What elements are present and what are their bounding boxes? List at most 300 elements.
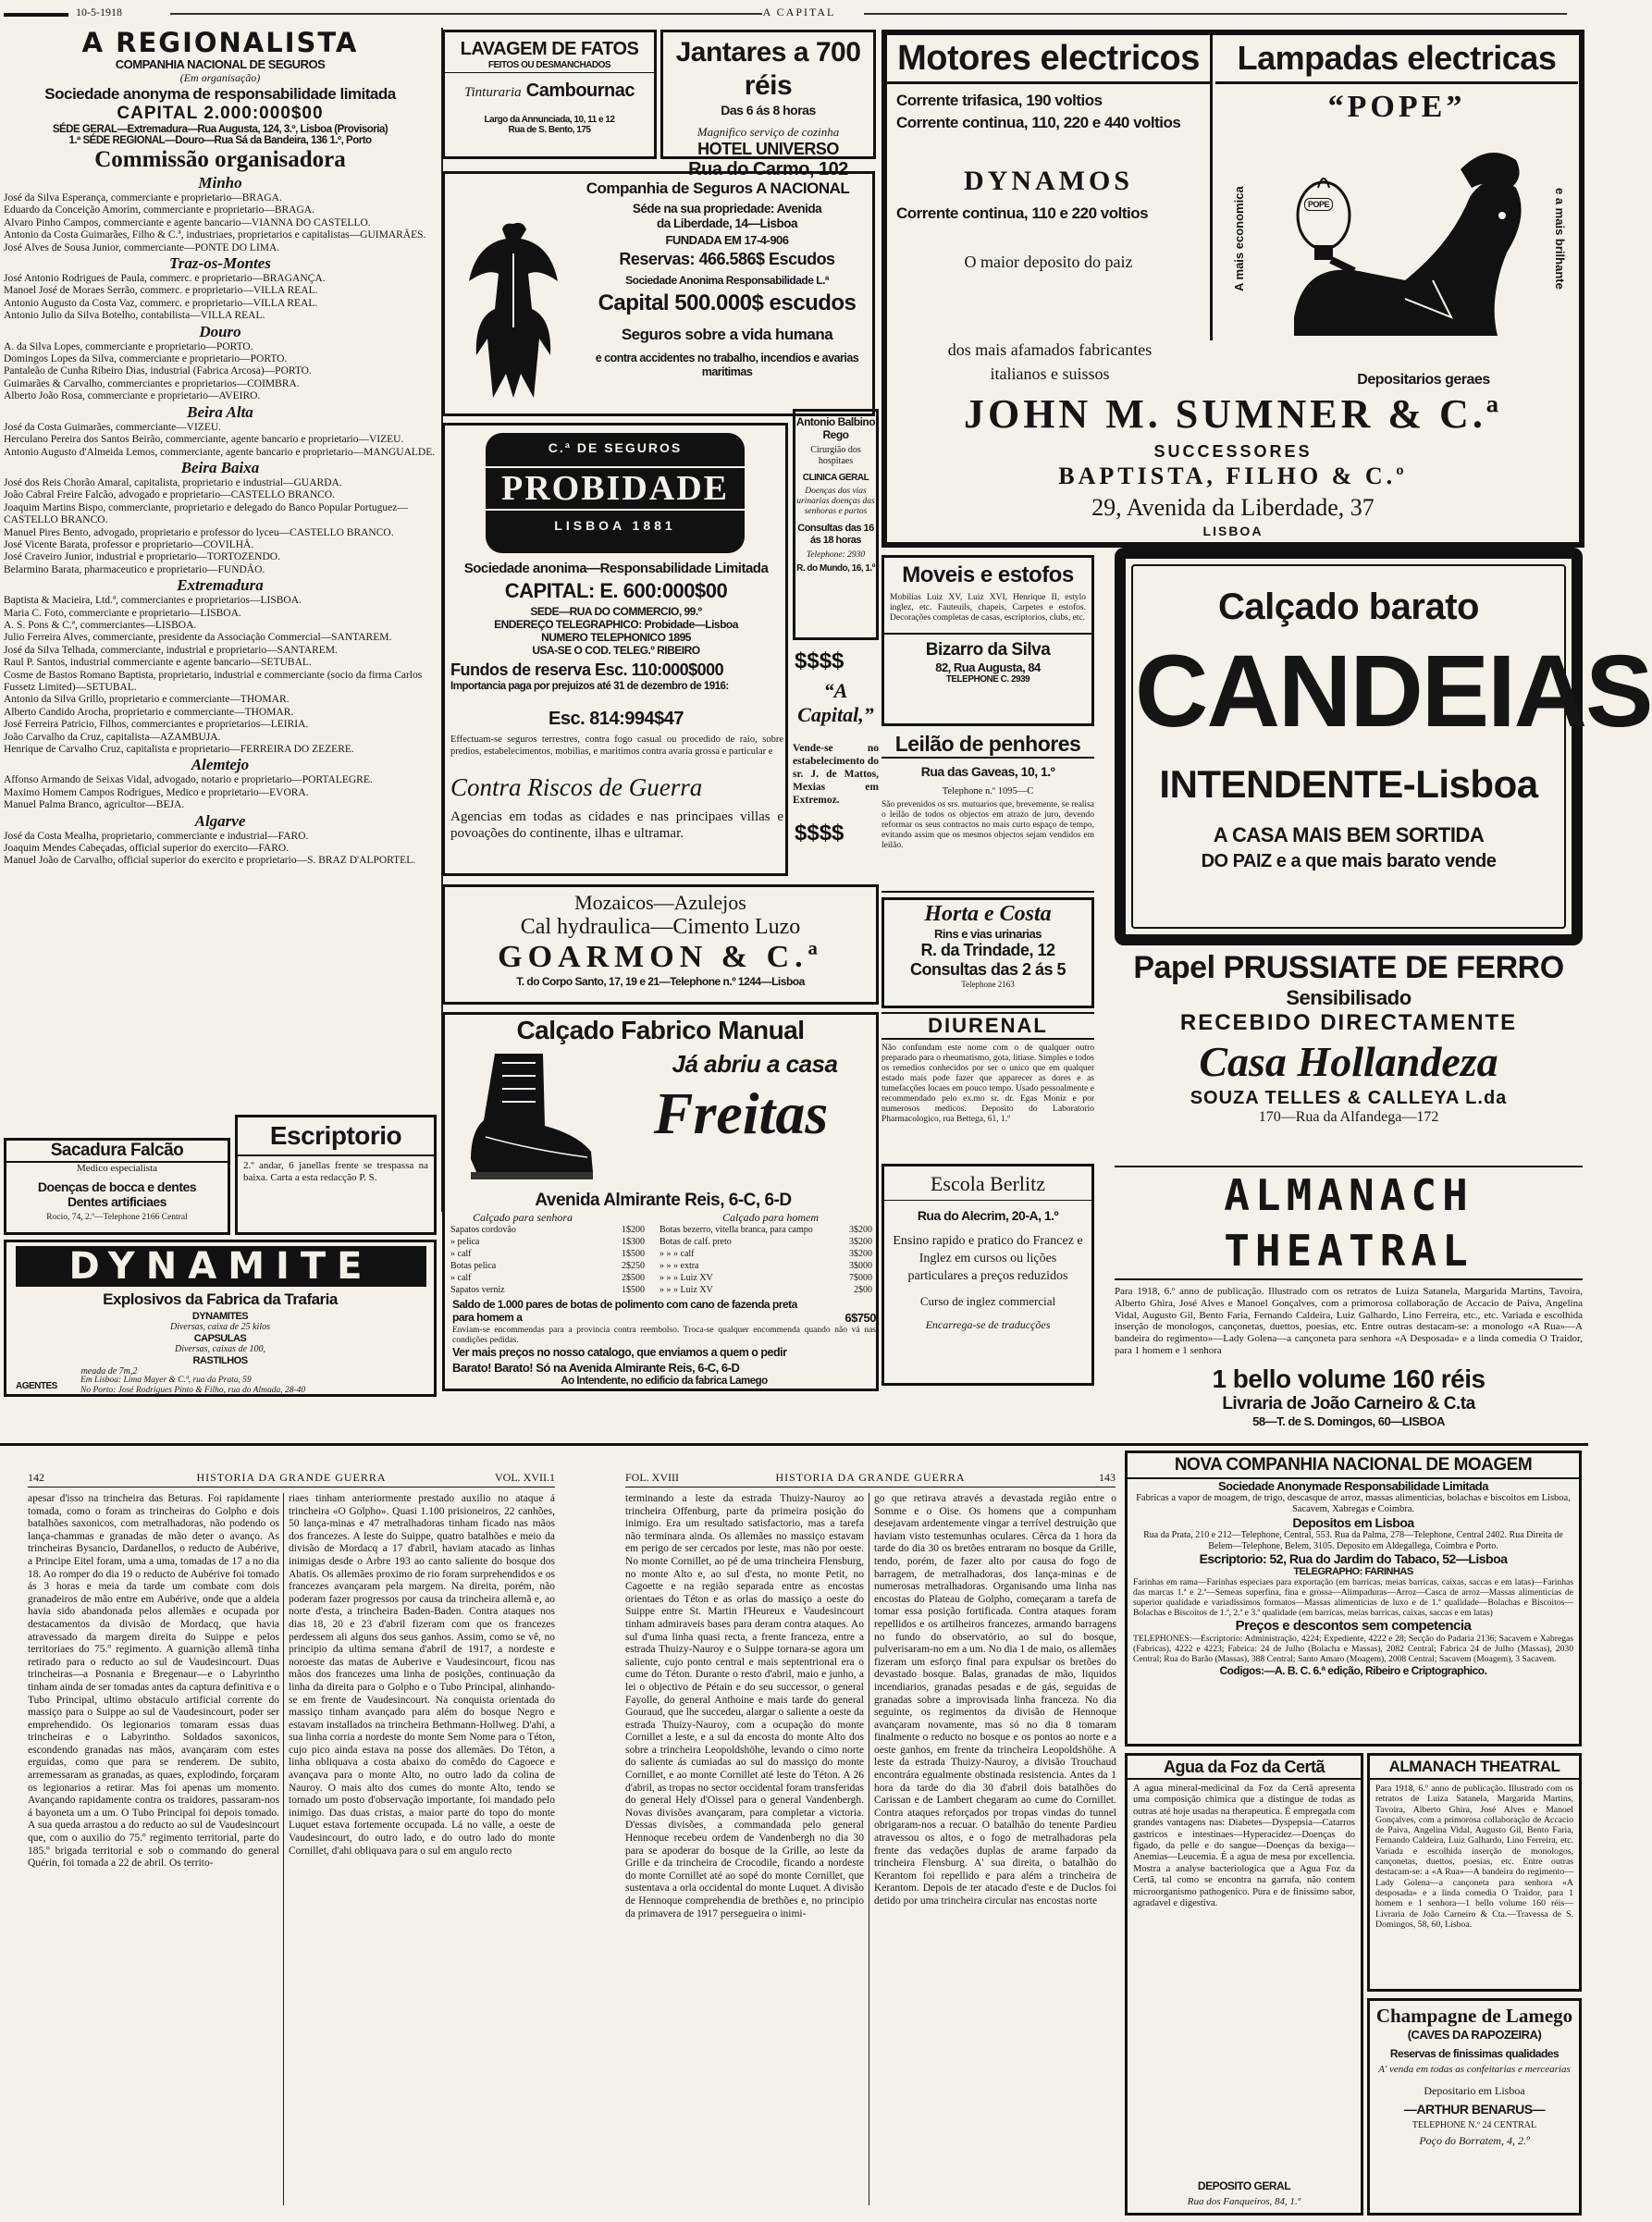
balbino-hours: Consultas das 16 ás 18 horas bbox=[797, 523, 874, 546]
eagle-icon bbox=[462, 216, 565, 401]
price-cell: 2$500 bbox=[622, 1273, 645, 1283]
member-line: Belarmino Barata, pharmaceutico e proprietario—FUNDÃO. bbox=[4, 563, 265, 575]
price-row bbox=[450, 1284, 876, 1296]
moagem-l9: Codigos:—A. B. C. 6.ª edição, Ribeiro e Criptographico. bbox=[1219, 1664, 1487, 1677]
prussiate-l4: Casa Hollandeza bbox=[1199, 1038, 1498, 1085]
moagem-l1: Fabricas a vapor de moagem, de trigo, descasque de arroz, massas alimenticias, bolachas e biscoitos em Lisboa, Sacavem, Xabregas e Coimbra. bbox=[1136, 1493, 1571, 1514]
member-line: Joaquim Mendes Cabeçadas, official superior do exercito—FARO. bbox=[4, 843, 290, 855]
berlitz-l3: Encarrega-se de traducções bbox=[925, 1318, 1051, 1331]
member-line: Antonio Augusto da Costa Vaz, commerc. e proprietario—VILLA REAL. bbox=[4, 297, 318, 309]
svg-text:$$$$: $$$$ bbox=[795, 648, 844, 673]
lavagem-ad bbox=[442, 30, 657, 159]
champagne-l6: Poço do Borratem, 4, 2.º bbox=[1419, 2134, 1530, 2147]
lavagem-sub: FEITOS OU DESMANCHADOS bbox=[445, 60, 654, 73]
probidade-l8: Importancia paga por prejuizos até 31 de dezembro de 1916: bbox=[450, 681, 729, 692]
sumner-baptista: BAPTISTA, FILHO & C.º bbox=[1058, 463, 1408, 489]
berlitz-ad bbox=[881, 1164, 1094, 1386]
nacional-l2: da Liberdade, 14—Lisboa bbox=[656, 216, 798, 230]
freitas-title: Calçado Fabrico Manual bbox=[516, 1016, 805, 1044]
balbino-addr: R. do Mundo, 16, 1.º bbox=[796, 563, 875, 574]
leilao-title: Leilão de penhores bbox=[881, 731, 1094, 759]
jantares-hotel: HOTEL UNIVERSO bbox=[697, 140, 839, 158]
member-line: José da Silva Telhada, commerciante, industrial e proprietario—SANTAREM. bbox=[4, 644, 338, 656]
escriptorio-text: 2.º andar, 6 janellas frente se trespassa na baixa. Carta a esta redacção P. S. bbox=[243, 1160, 428, 1183]
almanach-title: ALMANACH THEATRAL bbox=[1115, 1167, 1583, 1280]
price-cell: Botas bezerro, vitella branca, para campo bbox=[660, 1225, 813, 1235]
freitas-env: Enviam-se encommendas para a provincia contra reembolso. Troca-se qualquer encommenda quando não vá nas condições pedidas. bbox=[452, 1326, 876, 1345]
lavagem-addr2: Rua de S. Bento, 175 bbox=[508, 125, 591, 135]
member-line: Manoel José de Moraes Serrão, commerc. e proprietario—VILLA REAL. bbox=[4, 285, 318, 297]
regionalista-regions bbox=[4, 174, 437, 868]
sumner-successores: SUCCESSORES bbox=[1153, 442, 1313, 461]
horta-title: Horta e Costa bbox=[924, 902, 1052, 926]
member-line: Pantaleão de Cunha Ribeiro Dias, industrial (Fabrica Arcosa)—PORTO. bbox=[4, 365, 312, 377]
probidade-l3: SEDE—RUA DO COMMERCIO, 99.º bbox=[530, 605, 702, 618]
member-line: Henrique de Carvalho Cruz, capitalista e proprietario—FERREIRA DO ZEZERE. bbox=[4, 744, 354, 756]
masthead-date: 10-5-1918 bbox=[76, 6, 122, 19]
freitas-addr: Avenida Almirante Reis, 6-C, 6-D bbox=[535, 1191, 792, 1210]
dynamos-continua: Corrente continua, 110 e 220 voltios bbox=[896, 204, 1149, 222]
sacadura-name: Sacadura Falcão bbox=[6, 1141, 228, 1163]
moveis-shop: Bizarro da Silva bbox=[884, 633, 1091, 660]
moagem-l3: Rua da Prata, 210 e 212—Telephone, Central, 553. Rua da Palma, 278—Telephone, Central 2402. Rua Direita de Belem—Telephone, Belem, 3105. Deposito em Aldegallega, Coimbra e Porto. bbox=[1143, 1530, 1563, 1551]
probidade-l12: Agencias em todas as cidades e nas principaes villas e povoações do continente, ilhas e ultramar. bbox=[450, 809, 783, 841]
price-row bbox=[450, 1260, 876, 1272]
price-row bbox=[450, 1248, 876, 1260]
lavagem-addr: Largo da Annunciada, 10, 11 e 12 bbox=[484, 115, 615, 125]
member-line: José da Silva Esperança, commerciante e proprietario—BRAGA. bbox=[4, 192, 282, 204]
price-cell: 3$200 bbox=[849, 1225, 872, 1235]
probidade-ad bbox=[442, 423, 788, 876]
freitas-price-table bbox=[450, 1224, 876, 1296]
member-line: Domingos Lopes da Silva, commerciante e proprietario—PORTO. bbox=[4, 353, 288, 365]
price-cell: 3$200 bbox=[849, 1249, 872, 1259]
balbino-name: Antonio Balbino Rego bbox=[795, 415, 876, 441]
nacional-l3: FUNDADA EM 17-4-906 bbox=[665, 233, 789, 247]
member-line: José dos Reis Chorão Amaral, capitalista, proprietario e industrial—GUARDA. bbox=[4, 476, 342, 488]
dynamite-l6: RASTILHOS bbox=[192, 1355, 248, 1366]
jantares-addr: Rua do Carmo, 102 bbox=[688, 159, 848, 179]
candeias-ad bbox=[1115, 548, 1652, 945]
agua-text: A agua mineral-medicinal da Foz da Certã apresenta uma composição chimica que a distingue de todas as outras até hoje usadas na therapeutica. É empregada com grandes vantagens nas: Diabetes—Dyspepsia—Catarros gastricos e intestinaes—Hyperacidez—Doenças do figado, da pelle e do sangue—Doenças da bexiga—Anemias—Leucemia. É a agua de mesa por excellencia. Mostra a analyse bacteriologica que a Agua Foz da Certã, tal como se encontra na garrafa, não contem microorganismo pathogenico. Pura e de finissimo sabor, agradavel e digestiva. bbox=[1133, 1784, 1355, 1909]
member-line: José Alves de Sousa Junior, commerciante—PONTE DO LIMA. bbox=[4, 241, 280, 253]
regionalista-capital: CAPITAL 2.000:000$00 bbox=[117, 104, 324, 123]
leilao-ad bbox=[881, 731, 1094, 893]
lampadas-title: Lampadas electricas bbox=[1215, 35, 1578, 84]
region-heading: Alemtejo bbox=[191, 756, 250, 774]
agua-dep: DEPOSITO GERAL bbox=[1197, 2179, 1291, 2192]
region-heading: Minho bbox=[198, 174, 242, 191]
horta-addr: R. da Trindade, 12 bbox=[920, 941, 1055, 959]
freitas-intend: Ao Intendente, no edificio da fabrica Lamego bbox=[561, 1376, 768, 1387]
dynamite-l1: Explosivos da Fabrica da Trafaria bbox=[103, 1290, 338, 1308]
almanach-livraria: Livraria de João Carneiro & C.ta bbox=[1222, 1393, 1475, 1413]
dynamite-l5: Diversas, caixas de 100, bbox=[174, 1344, 266, 1354]
price-cell: Sapatos cordovão bbox=[450, 1225, 516, 1235]
sumner-city: LISBOA bbox=[1202, 524, 1264, 538]
probidade-l10: Effectuam-se seguros terrestres, contra fogo casual ou procedido de raio, sobre predios, estabelecimentos, mobilias, e maritimos contra avaria grossa e particular e bbox=[450, 734, 783, 757]
member-line: Alberto João Rosa, commerciante e proprietario—AVEIRO. bbox=[4, 390, 261, 402]
price-cell: Botas pelica bbox=[450, 1261, 497, 1271]
moagem-l8: TELEPHONES:—Escriptorio: Administração, 4224; Expediente, 4222 e 28; Secção do Padaria 2136; Sacavem e Xabregas (Fabricas), 4222 e 4223; Fabrica: 24 de Julho (Bolacha e Massas), 2082 Central; Fabrica 24 de Julho (Massas), 2030 Central; Rua do Barão (Massas), 388 Central; Santo Amaro (Moagem), 2008 Central; Sacavem (Moagem), 3 Sacavem. bbox=[1133, 1634, 1573, 1664]
nacional-l8: e contra accidentes no trabalho, incendios e avarias maritimas bbox=[595, 352, 859, 378]
motores-ad bbox=[881, 30, 1584, 548]
champagne-l1: Reservas de finissimas qualidades bbox=[1389, 2047, 1560, 2060]
member-line: Antonio da Costa Guimarães, Filho & C.ª, industriaes, proprietarios e capitalistas—GUIMARÃES. bbox=[4, 229, 426, 241]
lavagem-brand-pre: Tinturaria bbox=[463, 85, 522, 100]
masthead-title: A CAPITAL bbox=[762, 6, 836, 19]
balbino-title: Cirurgião dos hospitaes bbox=[810, 445, 861, 466]
price-cell: 1$500 bbox=[622, 1249, 645, 1259]
history-left-title: HISTORIA DA GRANDE GUERRA bbox=[196, 1471, 387, 1484]
member-line: João Carvalho da Cruz, capitalista—AZAMBUJA. bbox=[4, 731, 221, 743]
lavagem-brand: Cambournac bbox=[525, 80, 635, 101]
agua-title: Agua da Foz da Certã bbox=[1128, 1756, 1361, 1780]
moagem-sub: Sociedade Anonymade Responsabilidade Limitada bbox=[1218, 1479, 1488, 1493]
sumner-name: JOHN M. SUMNER & C.ª bbox=[963, 391, 1503, 437]
price-cell: Botas de calf. preto bbox=[660, 1237, 732, 1247]
regionalista-type: Sociedade anonyma de responsabilidade limitada bbox=[44, 85, 396, 103]
candeias-l4: A CASA MAIS BEM SORTIDA bbox=[1213, 823, 1485, 846]
motores-fabricantes: dos mais afamados fabricantes bbox=[947, 340, 1153, 359]
price-cell: 1$200 bbox=[622, 1225, 645, 1235]
jantares-ad bbox=[660, 30, 876, 179]
moagem-title: NOVA COMPANHIA NACIONAL DE MOAGEM bbox=[1128, 1453, 1579, 1479]
price-cell: » » » calf bbox=[660, 1249, 695, 1259]
regionalista-commission: Commissão organisadora bbox=[94, 147, 346, 172]
candeias-l2: CANDEIAS bbox=[1135, 635, 1652, 748]
motores-deposito: O maior deposito do paiz bbox=[964, 253, 1133, 271]
member-line: José Ferreira Patricio, Filhos, commerciantes e proprietarios—LEIRIA. bbox=[4, 719, 309, 731]
sumner-addr: 29, Avenida da Liberdade, 37 bbox=[1091, 494, 1375, 521]
probidade-emblem bbox=[486, 433, 745, 553]
dollar-signs-bottom-icon bbox=[793, 820, 879, 844]
probidade-l1: Sociedade anonima—Responsabilidade Limitada bbox=[463, 561, 769, 576]
nacional-title: Companhia de Seguros A NACIONAL bbox=[586, 179, 850, 197]
freitas-name: Freitas bbox=[653, 1080, 829, 1146]
masthead bbox=[4, 4, 1585, 24]
member-line: Raul P. Santos, industrial commerciante e agente bancario—SETUBAL. bbox=[4, 657, 312, 669]
probidade-l4: ENDEREÇO TELEGRAPHICO: Probidade—Lisboa bbox=[494, 618, 738, 631]
member-line: José da Costa Guimarães, commerciante—VIZEU. bbox=[4, 421, 222, 433]
almanach-text: Para 1918, 6.º anno de publicação. Illustrado com os retratos de Luiza Satanela, Margarida Martins, Tavoira, Alberto Ghira, José Alves e Manoel Gonçalves, com a primorosa collaboração de Accacio de Paiva, Angelina Vidal, Augusto Gil, Bento Faria, Fernando Caldeira, Luiz Galhardo, Lino Ferreira, etc., etc. Variada e escolhida inserção de monologos, cançonetas, duettos, poesias, etc. Entre outras destacam-se: a monologo «A Rua»—A bandeira do regimento»—Lady Golena—a cançoneta para senhora «A Desposada» e a linda comedia O Traidor, para 1 homem e 1 senhora bbox=[1115, 1286, 1583, 1356]
man-with-lamp-illustration bbox=[1266, 132, 1535, 336]
mozaicos-l4: T. do Corpo Santo, 17, 19 e 21—Telephone n.º 1244—Lisboa bbox=[516, 975, 805, 988]
pope-lamp-label: POPE bbox=[1304, 198, 1333, 211]
price-cell: Sapatos verniz bbox=[450, 1285, 505, 1295]
member-line: A. da Silva Lopes, commerciante e proprietario—PORTO. bbox=[4, 340, 253, 352]
motores-trifasica: Corrente trifasica, 190 voltios bbox=[896, 92, 1103, 109]
price-cell: 2$00 bbox=[854, 1285, 872, 1295]
sacadura-ad bbox=[4, 1138, 230, 1235]
member-line: Manuel Palma Branco, agricultor—BEJA. bbox=[4, 799, 185, 811]
history-col-2: riaes tinham anteriormente prestado auxilio no ataque á trincheira «O Golpho». Quasi 1.100 prisioneiros, 22 canhões, 50 lança-minas e 47 metralhadoras tinham ficado nas mãos dos francezes. A leste do Suippe, quatro batalhões e meio da divisão de Mordacq a 17 d'abril, haviam atacado as linhas inimigas desde o Arbre 193 ao canto saliente do bosque dos Abatis. Os allemães proximo de rio foram surprehendidos e os francezes avançaram pela margem. Na direita, porém, não poderam fazer progressos por causa da trincheira allemã e, ao norte d'esta, a trincheira Baden-Baden. Contra ataques nos dias 18, 20 e 23 d'abril fizeram com que os francezes perdessem ali alguns dos seus ganhos. Assim, como se vê, no principio da ultima semana d'abril de 1917, a nordeste e noroeste das matas de Auberive e Vaudesincourt, ficou nas mãos dos francezes uma linha de posições, continuação da linha da direita para o Golpho e o Tubo Principal, alinhando-se em frente de Vaudesincourt. Na conquista orientada do massiço tinham avançado para além do bosque Negro e estavam installados na trincheira Bethmann-Hollweg. D'ahi, a sua linha corria a nordeste do monte Sem Nome para o Téton, cujo pico ainda estava na posse dos allemães. Do Téton, a linha obliquava a costa abaixo do comêdo do Cagoece e avançava para o monte Alto, no outro lado da colina de Nauroy. O mais alto dos cumes do monte Alto, tendo se tornado um posto d'observação importante, foi mandado pelo inimigo. Das duas cristas, a maior parte do topo do monte Luquet estava fortemente occupada. Lá no valle, a oeste de Vaudesincourt, do outro lado, e do outro lado do monte Cornillet, d'ahi obliquava para o sul em angulo recto bbox=[289, 1493, 555, 1857]
moagem-l5: TELEGRAPHO: FARINHAS bbox=[1293, 1566, 1413, 1577]
region-heading: Extremadura bbox=[177, 576, 264, 595]
price-row bbox=[450, 1236, 876, 1248]
history-right-vol: 143 bbox=[1099, 1471, 1116, 1484]
masthead-rule-2 bbox=[170, 13, 762, 15]
regionalista-company: COMPANHIA NACIONAL DE SEGUROS bbox=[115, 57, 326, 71]
leilao-text: São prevenidos os srs. mutuarios que, brevemente, se realisa o leilão de todos os objectos em atrazo de juro, devendo reformar os seus contractos no mais curto espaço de tempo, evitando assim que os mesmos objectos sejam vendidos em leilão. bbox=[881, 800, 1094, 850]
probidade-top: C.ª DE SEGUROS bbox=[548, 440, 683, 455]
champagne-l4: —ARTHUR BENARUS— bbox=[1403, 2102, 1546, 2117]
leilao-addr: Rua das Gaveas, 10, 1.º bbox=[920, 764, 1055, 779]
member-line: Manuel Pires Bento, advogado, proprietario e professor do lyceu—CASTELLO BRANCO. bbox=[4, 526, 394, 538]
almanach-small-ad bbox=[1367, 1753, 1582, 1992]
almanach-price: 1 bello volume 160 réis bbox=[1212, 1364, 1486, 1393]
history-col-1: apesar d'isso na trincheira das Beturas. Foi rapidamente tomada, como o foram as trincheiras do Golpho e dois batalhões saxonicos, com metralhadoras, não podendo os lança-chammas e granadas de mão deter o avanço. As trincheiras Bysancio, Dardanellos, o reducto de Aubérive, a Principe Eitel foram, uma a uma, tomadas de 17 a no dia 18. Ao romper do dia 19 o reducto de Aubérive foi tomado ás 3 horas e meia da tarde um combate com dois granadeiros de mão entre em Aubérive, onde que a aldeia havia sido abandonada pelos allemães e ocupada por destacamentos da divisão de Mordacq, que havia atravessado da margem direita do Suippe e pelos territoriaes do 75.º regimento. A guarnição allemã tinha retirado para o reducto ao sul de Vaudesincourt. Duas trincheiras—a Posnania e Bregenaur—e o Labyrintho tinham ainda de ser tomadas antes da captura definitiva e o Tubo Principal, ultimo obstaculo artificial corrente do massiço para o Suippe ao sul de Vaudesincourt, poder ser emprehendido. Os legionarios tomaram essas duas trincheiras e o Labyrintho. Soldados saxonicos, escondendo granadas nas mãos, avançaram com estes erguidas, como que para se renderem. De subito, arremessaram as granadas, as quaes, explodindo, forçaram os legionarios a retirar. Mas foi apenas um momento. Avançando rapidamente contra os traidores, passaram-nos á bayoneta um a um. O Tubo Principal foi depois tomado. A sua queda arrastou a do reducto ao sul de Vaudesincourt que, com o auxilio do 75.º regimento territorial, parte do 185.º brigada territorial e sob o commando do general Quérin, foi tomada a 22 de abril. Os territo- bbox=[28, 1493, 279, 1870]
horta-ad bbox=[881, 897, 1094, 1008]
probidade-l9: Esc. 814:994$47 bbox=[549, 709, 684, 729]
dollar-signs-top-icon bbox=[793, 648, 879, 672]
region-heading: Douro bbox=[199, 322, 241, 340]
moagem-l7: Preços e descontos sem competencia bbox=[1235, 1618, 1472, 1634]
freitas-sub: Já abriu a casa bbox=[672, 1050, 838, 1078]
sacadura-sub: Medico especialista bbox=[76, 1163, 158, 1174]
nacional-l5: Sociedade Anonima Responsabilidade L.ª bbox=[625, 274, 829, 287]
moagem-l2: Depositos em Lisboa bbox=[1292, 1515, 1414, 1530]
regionalista-ad bbox=[4, 28, 437, 1129]
nacional-ad bbox=[442, 171, 875, 416]
member-line: Antonio Augusto d'Almeida Lemos, commerciante, agente bancario e proprietario—MANGUALDE. bbox=[4, 446, 436, 458]
capital-sale-ad bbox=[793, 648, 879, 879]
member-line: Joaquim Martins Bispo, commerciante, proprietario e delegado do Banco Popular Portuguez—CASTELLO BRANCO. bbox=[4, 501, 408, 526]
history-col-rule-1 bbox=[283, 1493, 284, 2205]
almanach-addr: 58—T. de S. Domingos, 60—LISBOA bbox=[1252, 1413, 1445, 1428]
nacional-l7: Seguros sobre a vida humana bbox=[621, 326, 833, 343]
page-separator bbox=[0, 1443, 1588, 1446]
member-line: Alvaro Pinho Campos, commerciante e agente bancario—VIANNA DO CASTELLO. bbox=[4, 216, 371, 228]
freitas-barato: Barato! Barato! Só na Avenida Almirante Reis, 6-C, 6-D bbox=[452, 1361, 740, 1375]
boot-icon bbox=[458, 1048, 597, 1187]
moveis-text: Mobilias Luiz XV, Luiz XVI, Henrique II, estylo inglez, etc. Fauteuils, chapeis, Carpetes e estofos. Decorações completas de casas, escriptorios, clubs, etc. bbox=[890, 593, 1086, 623]
member-line: José Craveiro Junior, industrial e proprietario—TORTOZENDO. bbox=[4, 551, 280, 563]
lampadas-right bbox=[1215, 35, 1578, 340]
candeias-l3: INTENDENTE-Lisboa bbox=[1159, 762, 1538, 806]
balbino-tel: Telephone: 2930 bbox=[806, 550, 866, 560]
jantares-hours: Das 6 ás 8 horas bbox=[721, 103, 816, 117]
member-line: A. S. Pons & C.ª, commerciantes—LISBOA. bbox=[4, 619, 197, 631]
dynamite-ag1: Em Lisboa: Lima Mayer & C.ª, rua da Prata, 59 bbox=[80, 1376, 252, 1385]
candeias-l1: Calçado barato bbox=[1218, 586, 1479, 627]
freitas-cat1: Calçado para senhora bbox=[473, 1211, 573, 1224]
balbino-ad bbox=[793, 409, 879, 640]
price-cell: 1$300 bbox=[622, 1237, 645, 1247]
depositarios-label: Depositarios geraes bbox=[1357, 372, 1490, 388]
sacadura-l2: Dentes artificiaes bbox=[68, 1194, 166, 1209]
berlitz-l2: Curso de inglez commercial bbox=[919, 1294, 1056, 1308]
diurenal-text: Não confundam este nome com o de qualquer outro preparado para o rheumatismo, gota, litiase. Simples e todos os remedios conhecidos por ser o unico que em qualquer estado mais pode fazer que apparecer as dores e as tumefacções locaes em pouco tempo. Usado pessoalmente e recommendado pelo ex.mo sr. dr. Egas Moniz e por numerosos medicos. Deposito do Laboratorio Pharmacologico, rua Bettega, 61, 1.º bbox=[881, 1043, 1094, 1124]
moagem-ad bbox=[1125, 1450, 1582, 1747]
motores-title: Motores electricos bbox=[887, 35, 1210, 84]
escriptorio-title: Escriptorio bbox=[238, 1117, 434, 1156]
svg-text:$$$$: $$$$ bbox=[795, 821, 844, 846]
sacadura-l1: Doenças de bocca e dentes bbox=[37, 1179, 197, 1194]
masthead-rule-3 bbox=[864, 13, 1567, 15]
almanach-ad bbox=[1115, 1167, 1583, 1436]
lampadas-side-left: A mais economica bbox=[1232, 186, 1246, 291]
member-line: João Cabral Freire Falcão, advogado e proprietario—CASTELLO BRANCO. bbox=[4, 489, 336, 501]
member-line: José Vicente Barata, professor e proprietario—COVILHÃ. bbox=[4, 538, 254, 550]
probidade-bottom: LISBOA 1881 bbox=[554, 518, 676, 533]
member-line: Cosme de Bastos Romano Baptista, proprietario, industrial e commerciante (socio da firma Carlos Fussetz Limited)—SETUBAL. bbox=[4, 669, 423, 693]
price-cell: 1$500 bbox=[622, 1285, 645, 1295]
mozaicos-ad bbox=[442, 884, 879, 1005]
member-line: Affonso Armando de Seixas Vidal, advogado, notario e proprietario—PORTALEGRE. bbox=[4, 774, 373, 786]
nacional-l4: Reservas: 466.586$ Escudos bbox=[619, 250, 835, 268]
prussiate-l2: Sensibilisado bbox=[1286, 986, 1412, 1009]
mozaicos-l3: GOARMON & C.ª bbox=[498, 940, 823, 974]
freitas-cat2: Calçado para homem bbox=[722, 1211, 819, 1224]
price-cell: 7$000 bbox=[849, 1273, 872, 1283]
leilao-tel: Telephone n.º 1095—C bbox=[942, 786, 1034, 796]
agua-ad bbox=[1125, 1753, 1363, 2216]
dynamite-ag2: No Porto: José Rodrigues Pinto & Filho, rua do Almada, 28-40 bbox=[80, 1386, 306, 1395]
region-heading: Beira Baixa bbox=[180, 458, 260, 476]
pope-title: “POPE” bbox=[1327, 90, 1466, 124]
diurenal-ad bbox=[881, 1012, 1094, 1160]
member-line: Maximo Homem Campos Rodrigues, Medico e proprietario—EVORA. bbox=[4, 786, 309, 798]
price-cell: » calf bbox=[450, 1249, 472, 1259]
member-line: Herculano Pereira dos Santos Beirão, commerciante, agente bancario e proprietario—VIZEU. bbox=[4, 434, 404, 446]
region-heading: Traz-os-Montes bbox=[169, 254, 271, 273]
dynamite-title: DYNAMITE bbox=[16, 1246, 426, 1287]
member-line: Alberto Candido Arocha, proprietario e commerciante—THOMAR. bbox=[4, 706, 294, 718]
regionalista-status: (Em organisação) bbox=[179, 71, 261, 84]
member-line: Baptista & Macieira, Ltd.ª, commerciantes e proprietarios—LISBOA. bbox=[4, 595, 302, 607]
jantares-title: Jantares a 700 réis bbox=[675, 37, 861, 101]
dynamite-l2: DYNAMITES bbox=[191, 1311, 249, 1322]
price-cell: » » » Luiz XV bbox=[660, 1273, 713, 1283]
almanach-small-text: Para 1918, 6.º anno de publicação. Illustrado com os retratos de Luiza Satanela, Margarida Martins, Tavoira, Alberto Ghira, José Alves e Manoel Gonçalves, com a primorosa collaboração de Accacio de Paiva, Angelina Vidal, Augusto Gil, Bento Faria, Fernando Caldeira, Luiz Galhardo, Lino Ferreira, etc. Variada e escolhida inserção de monologos, cançonetas, duettos, poesias, etc. Entre outras destacam-se: a «A Rua»—A bandeira do regimento—Lady Golena—a cançoneta para senhora «A desposada» e a linda comedia O Traidor, para 1 homem e 1 senhora—1 bello volume 160 réis—Livraria de João Carneiro & Cta.—Travessa de S. Domingos, 58, 60, Lisboa. bbox=[1375, 1784, 1573, 1930]
moveis-ad bbox=[881, 555, 1094, 726]
motores-left bbox=[887, 35, 1213, 340]
history-left-page: 142 bbox=[28, 1471, 44, 1484]
history-left-vol: VOL. XVII.1 bbox=[495, 1471, 555, 1484]
horta-tel: Telephone 2163 bbox=[961, 980, 1015, 989]
price-row bbox=[450, 1272, 876, 1284]
dynamos-title: DYNAMOS bbox=[964, 166, 1133, 196]
mozaicos-l2: Cal hydraulica—Cimento Luzo bbox=[520, 915, 801, 939]
champagne-l3: Depositario em Lisboa bbox=[1424, 2084, 1525, 2097]
price-cell: » » » extra bbox=[660, 1261, 699, 1271]
region-heading: Beira Alta bbox=[187, 402, 253, 421]
member-line: José da Costa Mealha, proprietario, commerciante e industrial—FARO. bbox=[4, 830, 309, 842]
capital-sale-text: Vende-se no estabelecimento do sr. J. de Mattos, Mexias em Extremoz. bbox=[793, 743, 879, 806]
dynamite-l4: CAPSULAS bbox=[193, 1333, 247, 1344]
region-heading: Algarve bbox=[194, 811, 246, 830]
probidade-l6: USA-SE O COD. TELEG.º RIBEIRO bbox=[532, 644, 700, 657]
price-row bbox=[450, 1224, 876, 1236]
member-line: José Antonio Rodrigues de Paula, commerc. e proprietario—BRAGANÇA. bbox=[4, 273, 326, 285]
moveis-tel: TELEPHONE C. 2939 bbox=[945, 674, 1030, 685]
regionalista-sede-regional: 1.ª SÉDE REGIONAL—Douro—Rua Sá da Bandeira, 136 1.º, Porto bbox=[68, 135, 372, 146]
champagne-ad bbox=[1367, 1998, 1582, 2216]
diurenal-title: DIURENAL bbox=[881, 1012, 1094, 1040]
berlitz-title: Escola Berlitz bbox=[884, 1172, 1091, 1201]
champagne-l2: A' venda em todas as confeitarias e mercearias bbox=[1378, 2064, 1571, 2075]
prussiate-l3: RECEBIDO DIRECTAMENTE bbox=[1179, 1010, 1518, 1035]
jantares-service: Magnifico serviço de cozinha bbox=[697, 125, 840, 139]
freitas-ad bbox=[442, 1012, 879, 1391]
prussiate-l5: SOUZA TELLES & CALLEYA L.da bbox=[1190, 1088, 1508, 1108]
history-right-title: HISTORIA DA GRANDE GUERRA bbox=[775, 1471, 966, 1484]
horta-specialty: Rins e vias urinarias bbox=[934, 927, 1042, 941]
moveis-addr: 82, Rua Augusta, 84 bbox=[935, 660, 1041, 674]
price-cell: » pelica bbox=[450, 1237, 480, 1247]
probidade-name: PROBIDADE bbox=[486, 466, 745, 511]
moagem-l4: Escriptorio: 52, Rua do Jardim do Tabaco, 52—Lisboa bbox=[1199, 1551, 1508, 1566]
agua-addr: Rua dos Fanqueiros, 84, 1.º bbox=[1187, 2196, 1301, 2207]
price-cell: » » » Luiz XV bbox=[660, 1285, 713, 1295]
dynamite-agents: AGENTES bbox=[16, 1381, 57, 1391]
freitas-ver: Ver mais preços no nosso catalogo, que enviamos a quem o pedir bbox=[452, 1346, 787, 1359]
history-right-header bbox=[625, 1469, 1116, 1488]
nacional-l6: Capital 500.000$ escudos bbox=[598, 290, 857, 315]
freitas-saldo: Saldo de 1.000 pares de botas de polimento com cano de fazenda preta para homem a bbox=[452, 1298, 797, 1324]
balbino-clinic: CLINICA GERAL bbox=[802, 473, 869, 483]
freitas-saldo-price: 6$750 bbox=[844, 1311, 876, 1325]
escriptorio-ad bbox=[235, 1115, 437, 1235]
mozaicos-l1: Mozaicos—Azulejos bbox=[574, 891, 746, 914]
lampadas-side-right: e a mais brilhante bbox=[1553, 188, 1567, 290]
moveis-title: Moveis e estofos bbox=[902, 562, 1074, 587]
probidade-l11: Contra Riscos de Guerra bbox=[450, 773, 703, 801]
regionalista-title: A REGIONALISTA bbox=[81, 27, 359, 58]
member-line: Julio Ferreira Alves, commerciante, presidente da Associação Commercial—SANTAREM. bbox=[4, 632, 392, 644]
member-line: Antonio da Silva Grillo, proprietario e commerciante—THOMAR. bbox=[4, 694, 290, 706]
sacadura-addr: Rocio, 74, 2.º—Telephone 2166 Central bbox=[46, 1213, 188, 1222]
price-cell: 3$200 bbox=[849, 1237, 872, 1247]
champagne-l5: TELEPHONE N.º 24 CENTRAL bbox=[1412, 2120, 1537, 2130]
history-left-header bbox=[28, 1469, 555, 1488]
candeias-l5: DO PAIZ e a que mais barato vende bbox=[1201, 851, 1497, 871]
champagne-title: Champagne de Lamego bbox=[1375, 2005, 1573, 2027]
price-cell: 2$250 bbox=[622, 1261, 645, 1271]
champagne-sub: (CAVES DA RAPOZEIRA) bbox=[1407, 2028, 1542, 2042]
price-cell: » calf bbox=[450, 1273, 472, 1283]
almanach-small-title: ALMANACH THEATRAL bbox=[1370, 1756, 1579, 1780]
dynamite-l7: meada de 7m,2 bbox=[80, 1366, 138, 1376]
berlitz-addr: Rua do Alecrim, 20-A, 1.º bbox=[917, 1208, 1059, 1223]
horta-hours: Consultas das 2 ás 5 bbox=[909, 960, 1066, 979]
regionalista-sede: SÉDE GERAL—Extremadura—Rua Augusta, 124, 3.º, Lisboa (Provisoria) bbox=[52, 124, 388, 135]
member-line: Antonio Julio da Silva Botelho, contabilista—VILLA REAL. bbox=[4, 310, 265, 322]
history-col-4: go que retirava através a devastada região entre o Somme e o Oise. Os homens que a compunham desejavam ardentemente vingar a terrível destruição que haviam visto testemunhas oculares. Cêrca da 1 hora da tarde do dia 30 os bretões entraram no bosque da Grille, tendo, porém, de fazer alto por causa do fogo de barragem, de metralhadoras, dos lança-minas e de numerosas metralhadoras. Organisando uma linha nas encostas do Plateau de Golpho, começaram a tarefa de tomar essa posição fortificada. Contra ataques foram repellidos e os artilheiros francezes, armando barragens no fundo do observatório, ao sul do bosque, pulverisaram-no em a um. No dia 1 de maio, os allemães fizeram um esforço final para expulsar os bretões do devastado bosque. Balas, granadas de mão, liquidos incendiarios, granadas pesadas e de gás, seguidas de granadas sobre a improvisada linha franceza. No dia seguinte, os regimentos da divisão de Hennoque avançaram novamente, mas só no dia 8 tomaram finalmente o reducto no bosque e os pontos ao norte e a oeste ganhos, em frente da trincheira Leopoldshöhe. A leste da estrada Thuizy-Nauroy, a divisão Trouchaud encontrára egualmente obstinada resistencia. Antes da 1 hora da tarde do dia 30 d'abril dois batalhões do Carissan e de Lambert chegaram ao cume do Cornillet. Contra ataques reforçados por tropas vindas do tunnel obrigaram-nos a recuar. O batalhão do tenente Pardieu atravessou os altos, e o fogo de metralhadoras pela frente das vedações duplas de arame farpado da trincheira Flensburg. A' sua direita, o batalhão do Kerantom foi repellido e para além a trincheira de Kerantom. Depois de ter atacado d'este e de Duclos foi detido por uma trincheira circular nas encostas norte bbox=[874, 1493, 1116, 1907]
dynamite-ad bbox=[4, 1240, 437, 1397]
moagem-l6: Farinhas em rama—Farinhas especiaes para exportação (em barricas, meias barricas, caixas, saccas e em latas)—Farinhas das marcas 1.ª e 2.ª—Semeas superfina, fina e grossa—Alimpaduras—Arroz—Casca de arroz—Massas alimenticias de superior qualidade e variadissimos formatos—Massas alimenticias de luxo e de 1.ª qualidade—Bolachas e Biscoitos—Bolachas e Biscoitos de 1.ª, 2.ª e 3.ª qualidade (em barricas, meias barricas, caixas, saccas e em latas) bbox=[1133, 1577, 1573, 1618]
price-cell: 3$000 bbox=[849, 1261, 872, 1271]
dynamite-l3: Diversas, caixa de 25 kilos bbox=[169, 1322, 271, 1332]
prussiate-l1: Papel PRUSSIATE DE FERRO bbox=[1133, 950, 1564, 985]
member-line: Guimarães & Carvalho, commerciantes e proprietarios—COIMBRA. bbox=[4, 377, 300, 389]
motores-continua: Corrente continua, 110, 220 e 440 voltios bbox=[896, 114, 1181, 131]
lavagem-title: LAVAGEM DE FATOS bbox=[460, 39, 639, 59]
probidade-l2: CAPITAL: E. 600:000$00 bbox=[504, 579, 728, 602]
member-line: Maria C. Foto, commerciante e proprietario—LISBOA. bbox=[4, 607, 241, 619]
masthead-rule bbox=[4, 13, 68, 17]
member-line: Eduardo da Conceição Amorim, commerciante e proprietario—BRAGA. bbox=[4, 204, 314, 216]
prussiate-l6: 170—Rua da Alfandega—172 bbox=[1258, 1109, 1439, 1125]
probidade-l7: Fundos de reserva Esc. 110:000$000 bbox=[450, 660, 724, 679]
nacional-l1: Séde na sua propriedade: Avenida bbox=[632, 202, 822, 216]
history-col-3: terminando a leste da estrada Thuizy-Nauroy ao trincheira Offenburg, parte da primeira posição do inimigo. Era um resultado satisfactorio, mas a tarefa não terminara ainda. Os allemães no massiço estavam em perigo de ser cercados por leste, mas não por oeste. No monte Cornillet, ao pé de uma trincheira Flensburg, no monte Alto e, ao sul d'esta, no monte Petit, no Cagoette e na região separada entre as encostas orientaes do Téton e as orlas do massiço a oeste do Suippe entre St. Martin l'Heureux e Vaudesincourt tinham admiraveis bases para deram contra ataques. Ao sul d'uma linha quasi recta, a frente franceza, entre a estrada Thuizy-Nauroy e o Suippe tornara-se agora um saliente, cujo ponto central e mais septentrional era o cume do Téton. Durante o resto d'abril, maio e junho, a lei o objectivo de Pétain e do seu successor, o general Fayolle, do general Anthoine e mais tarde do general Gouraud, que lhe succedeu, alargar o saliente a oeste da estrada Thuizy-Nauroy, com a ocupação do monte Cornillet a leste, e a sul da encosta do monte Alto dos sobre a trincheira Leopoldshöhe, levando o cimo norte do saliente ás cumiadas ao sul do massiço do monte Cornillet, e ao monte Cornillet até leste do Téton. A 26 d'abril, as tropas no sector occidental foram transferidas do general Hely d'Oissel para o general Vandenbergh. Novas divisões avançaram, para completar a victoria. D'essas divisões, a commandada pelo general Hennoque recebeu ordem de Vandenbergh no dia 30 para se apoderar do bosque de la Grille, ao leste da Grille e da trincheira de Crocodile, ficando a nordeste do monte Cornillet até ao sopé do monte Cornillet, que sustentava a orla occidental do monte Luquet. A divisão de Hennoque comprehendia de brethões e, no principio da primavera de 1917 persegueira o inimi- bbox=[625, 1493, 864, 1920]
probidade-l5: NUMERO TELEPHONICO 1895 bbox=[541, 631, 691, 644]
balbino-specialty: Doenças dos vias urinarias doenças das senhoras e partos bbox=[796, 487, 875, 516]
history-right-page: FOL. XVIII bbox=[625, 1471, 679, 1484]
member-line: Manuel João de Carvalho, official superior do exercito e proprietario—S. BRAZ D'ALPORTEL. bbox=[4, 855, 416, 867]
